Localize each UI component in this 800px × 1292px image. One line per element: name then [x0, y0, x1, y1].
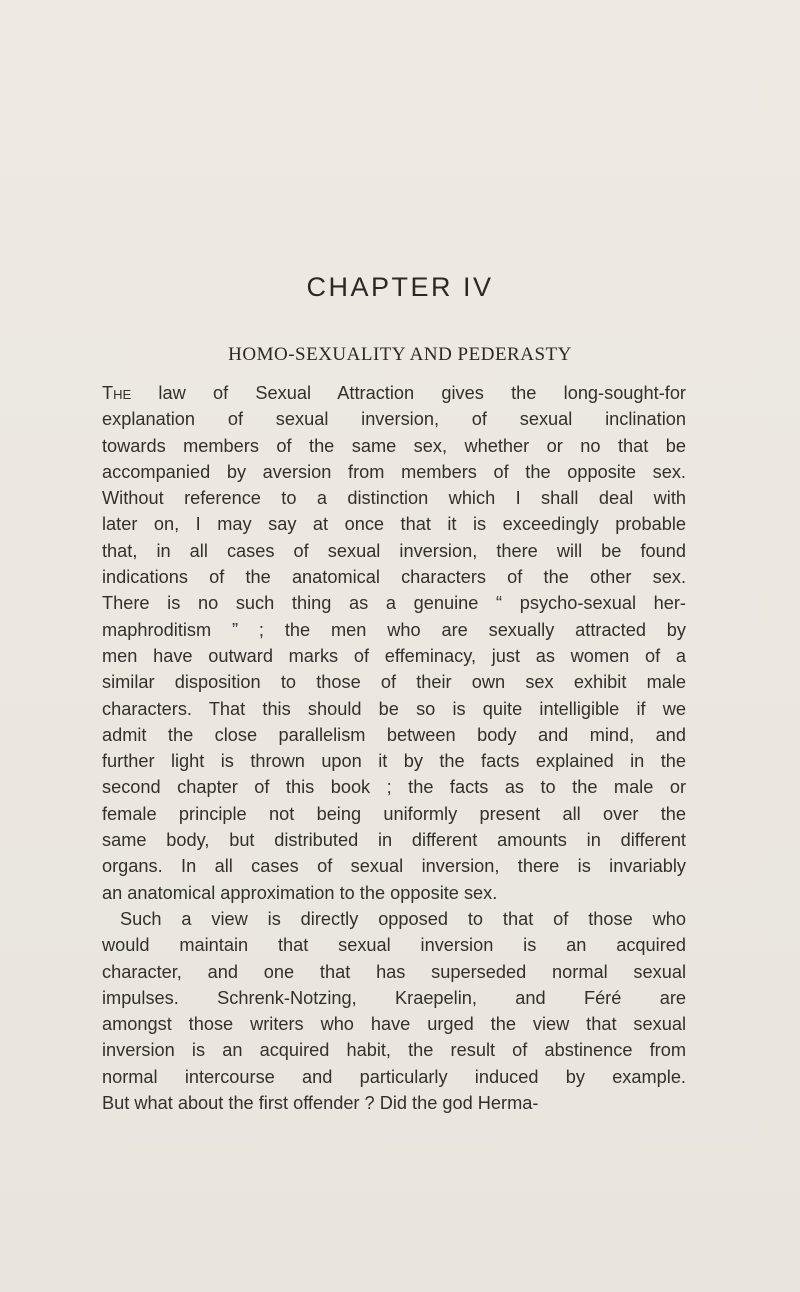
- text-line: men have outward marks of effeminacy, just as women of a: [102, 645, 686, 666]
- text-line: accompanied by aversion from members of the opposite sex.: [102, 461, 686, 482]
- text-line: towards members of the same sex, whether or no that be: [102, 435, 686, 456]
- text-line: later on, I may say at once that it is exceedingly probable: [102, 514, 686, 535]
- text-line: female principle not being uniformly present all over the: [102, 803, 686, 824]
- chapter-subheading: HOMO-SEXUALITY AND PEDERASTY: [228, 344, 572, 365]
- text-line: character, and one that has superseded normal sexual: [102, 961, 686, 982]
- text-line: organs. In all cases of sexual inversion, there is invariably: [102, 856, 686, 877]
- text-line: that, in all cases of sexual inversion, there will be found: [102, 540, 686, 561]
- text-line: But what about the first offender ? Did the god Herma-: [102, 1093, 539, 1114]
- text-line: indications of the anatomical characters of the other sex.: [102, 567, 686, 588]
- text-line: amongst those writers who have urged the view that sexual: [102, 1014, 686, 1035]
- text-line: would maintain that sexual inversion is an acquired: [102, 935, 686, 956]
- chapter-heading: CHAPTER IV: [306, 272, 494, 302]
- text-line: characters. That this should be so is quite intelligible if we: [102, 698, 686, 719]
- text-line: same body, but distributed in different amounts in different: [102, 830, 686, 851]
- text-line: Such a view is directly opposed to that of those who: [120, 908, 686, 929]
- chapter-body-text: [102, 380, 686, 1116]
- text-line: admit the close parallelism between body and mind, and: [102, 724, 686, 745]
- text-line: explanation of sexual inversion, of sexual inclination: [102, 409, 686, 430]
- text-line: similar disposition to those of their own sex exhibit male: [102, 672, 686, 693]
- text-line: Without reference to a distinction which I shall deal with: [102, 488, 686, 509]
- text-line: maphroditism ” ; the men who are sexually attracted by: [102, 619, 686, 640]
- text-line: an anatomical approximation to the opposite sex.: [102, 882, 498, 903]
- text-line: There is no such thing as a genuine “ psycho-sexual her-: [102, 593, 686, 614]
- text-line: impulses. Schrenk-Notzing, Kraepelin, and Féré are: [102, 987, 686, 1008]
- text-line: normal intercourse and particularly induced by example.: [102, 1066, 686, 1087]
- opening-word: The: [102, 383, 132, 403]
- text-line: The law of Sexual Attraction gives the long-sought-for: [102, 383, 686, 403]
- text-line: further light is thrown upon it by the facts explained in the: [102, 751, 686, 772]
- text-line: second chapter of this book ; the facts as to the male or: [102, 777, 686, 798]
- text-line: inversion is an acquired habit, the result of abstinence from: [102, 1040, 686, 1061]
